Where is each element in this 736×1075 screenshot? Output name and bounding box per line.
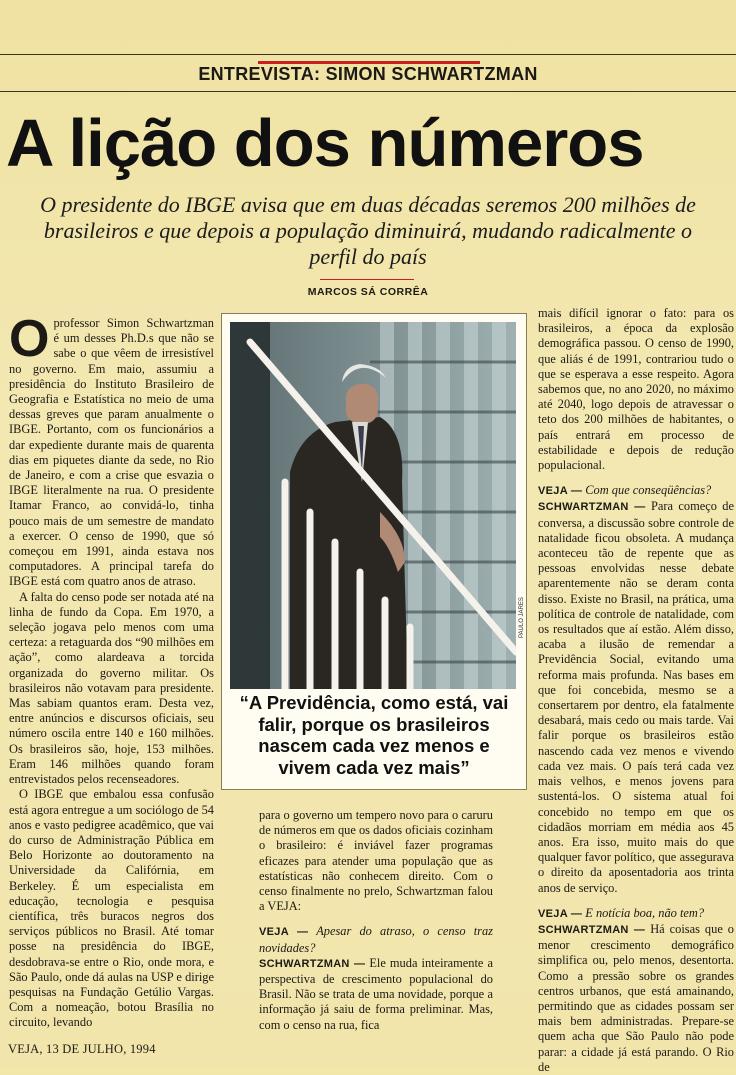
question — [538, 906, 734, 922]
section-label: ENTREVISTA: SIMON SCHWARTZMAN — [198, 64, 538, 84]
question-text: E notícia boa, não tem? — [585, 905, 705, 920]
byline: MARCOS SÁ CORRÊA — [307, 286, 429, 298]
photo-box — [221, 313, 527, 790]
top-rule — [0, 54, 736, 55]
paragraph: mais difícil ignorar o fato: para os brasileiros, a época da explosão demográfica passou. O censo de 1990, que aliás é de 1991, contrariou tudo o que se esperava a esse respeito. Agora sabemos que, no ano 2020, no máximo até 2040, logo depois de atravessar o teto dos 200 milhões de habitantes, o país entrará em processo de estabilidade e depois de redução populacional. — [538, 306, 734, 473]
interviewer-tag: VEJA — — [259, 926, 309, 939]
answer-text: Há coisas que o menor crescimento demográfico simplifica ou, pelo menos, desentorta. Como a pressão sobre os grandes centros urbanos, que está amainando, permitindo que as cidades possam ser mais bem administradas. Prepare-se quem acha que São Paulo não pode parar: a cidade já está parando. O Rio de — [538, 921, 735, 1074]
section-rule — [0, 91, 736, 92]
column-3 — [538, 306, 734, 1075]
headline: A lição dos números — [6, 106, 644, 181]
interviewee-tag: SCHWARTZMAN — — [259, 957, 366, 970]
dek: O presidente do IBGE avisa que em duas décadas seremos 200 milhões de brasileiros e que depois a população diminuirá, mudando radicalmente o perfil do país — [40, 192, 696, 269]
photo-credit: PAULO JARES — [519, 597, 525, 638]
paragraph — [9, 310, 214, 590]
answer-text: Para começo de conversa, a discussão sobre controle de natalidade ficou obsoleta. A mudança aconteceu tão de repente que as pessoas envolvidas nesse debate aparentemente não se deram conta disso. Existe no Brasil, na prática, uma política de controle de natalidade, com os resultados que aí estão. Além disso, acaba a ilusão de remendar a Previdência Social, evitando uma reforma mais profunda. Nas bases em que foi concebida, mesmo se a consertarem por dentro, ela fatalmente desabará, mais cedo ou mais tarde. Vai falir porque os brasileiros estão nascendo cada vez menos e vivendo cada vez mais. O país terá cada vez mais velhos, e menos jovens para sustentá-los. O sistema atual foi concebido no tempo em que os cidadãos morriam em média aos 45 anos. Era isso, muito mais do que qualquer favor político, que assegurava o direito da aposentadoria aos trinta anos de serviço. — [538, 499, 734, 895]
interviewer-tag: VEJA — — [538, 907, 583, 920]
paragraph: A falta do censo pode ser notada até na linha de fundo da Copa. Em 1970, a seleção jogava pelo menos com uma certeza: a retaguarda dos “90 milhões em ação”, como alardeava a torcida organizada do governo militar. Os brasileiros não votavam para presidente. Mas sabiam quantos eram. Desta vez, entre anúncios e discursos oficiais, seu número oscila entre 140 e 160 milhões. Os brasileiros são, hoje, 153 milhões. Eram 146 milhões quando foram entrevistados pelos recenseadores. — [9, 589, 214, 787]
drop-cap: O — [9, 310, 50, 368]
interviewer-tag: VEJA — — [538, 485, 583, 498]
portrait-photo — [230, 322, 516, 689]
paragraph-text: professor Simon Schwartzman é um desses Ph.D.s que não se sabe o que vêem de irresistível no governo. Em maio, assumiu a presidência do Instituto Brasileiro de Geografia e Estatística no meio de uma dessas greves que param anualmente o IBGE. Portanto, com os funcionários a dar expediente durante mais de quarenta dias em piquetes diante da sede, no Rio de Janeiro, e com a crise que esvazia o IBGE literalmente na rua. O presidente Itamar Franco, ao convidá-lo, tinha pouco mais de um semestre de mandato a exercer. O censo de 1990, que só começou em 1991, ainda estava nos computadores. A principal tarefa do IBGE está com quatro anos de atraso. — [9, 316, 214, 589]
answer — [259, 956, 493, 1033]
question — [538, 483, 734, 499]
column-1 — [9, 310, 214, 1031]
interviewee-tag: SCHWARTZMAN — — [538, 501, 646, 514]
answer-text: Ele muda inteiramente a perspectiva de crescimento populacional do Brasil. Não se trata de uma novidade, porque a informação já saiu de forma preliminar. Mas, com o censo na rua, fica — [259, 955, 493, 1032]
page-footer: VEJA, 13 DE JULHO, 1994 — [8, 1042, 156, 1056]
answer — [538, 499, 734, 895]
interviewee-tag: SCHWARTZMAN — — [538, 923, 646, 936]
pull-quote: “A Previdência, como está, vai falir, porque os brasileiros nascem cada vez menos e vivem cada vez mais” — [239, 692, 509, 778]
question-text: Apesar do atraso, o censo traz novidades? — [259, 924, 494, 955]
question — [259, 924, 493, 955]
byline-accent-rule — [320, 279, 414, 280]
column-2 — [259, 808, 493, 1033]
photo-illustration — [230, 322, 516, 689]
answer — [538, 922, 734, 1075]
paragraph: para o governo um tempero novo para o caruru de números em que os dados oficiais cozinham o brasileiro: é inviável fazer programas eficazes para atender uma população que as estatísticas não conhecem direito. Com o censo finalmente no prelo, Schwartzman falou a VEJA: — [259, 808, 493, 914]
question-text: Com que conseqüências? — [585, 483, 712, 498]
paragraph: O IBGE que embalou essa confusão está agora entregue a um sociólogo de 54 anos e vasto pedigree acadêmico, que vai do curso de Administração Pública em Belo Horizonte ao doutoramento na Universidade da Califórnia, em Berkeley. É um especialista em educação, tecnologia e pesquisa científica, três buracos negros dos serviços públicos no Brasil. Até tomar posse na presidência do IBGE, desdobrava-se entre o Rio, onde mora, e São Paulo, onde dá aulas na USP e dirige pesquisas na Fundação Getúlio Vargas. Com a nomeação, botou Brasília no circuito, levando — [9, 787, 214, 1030]
